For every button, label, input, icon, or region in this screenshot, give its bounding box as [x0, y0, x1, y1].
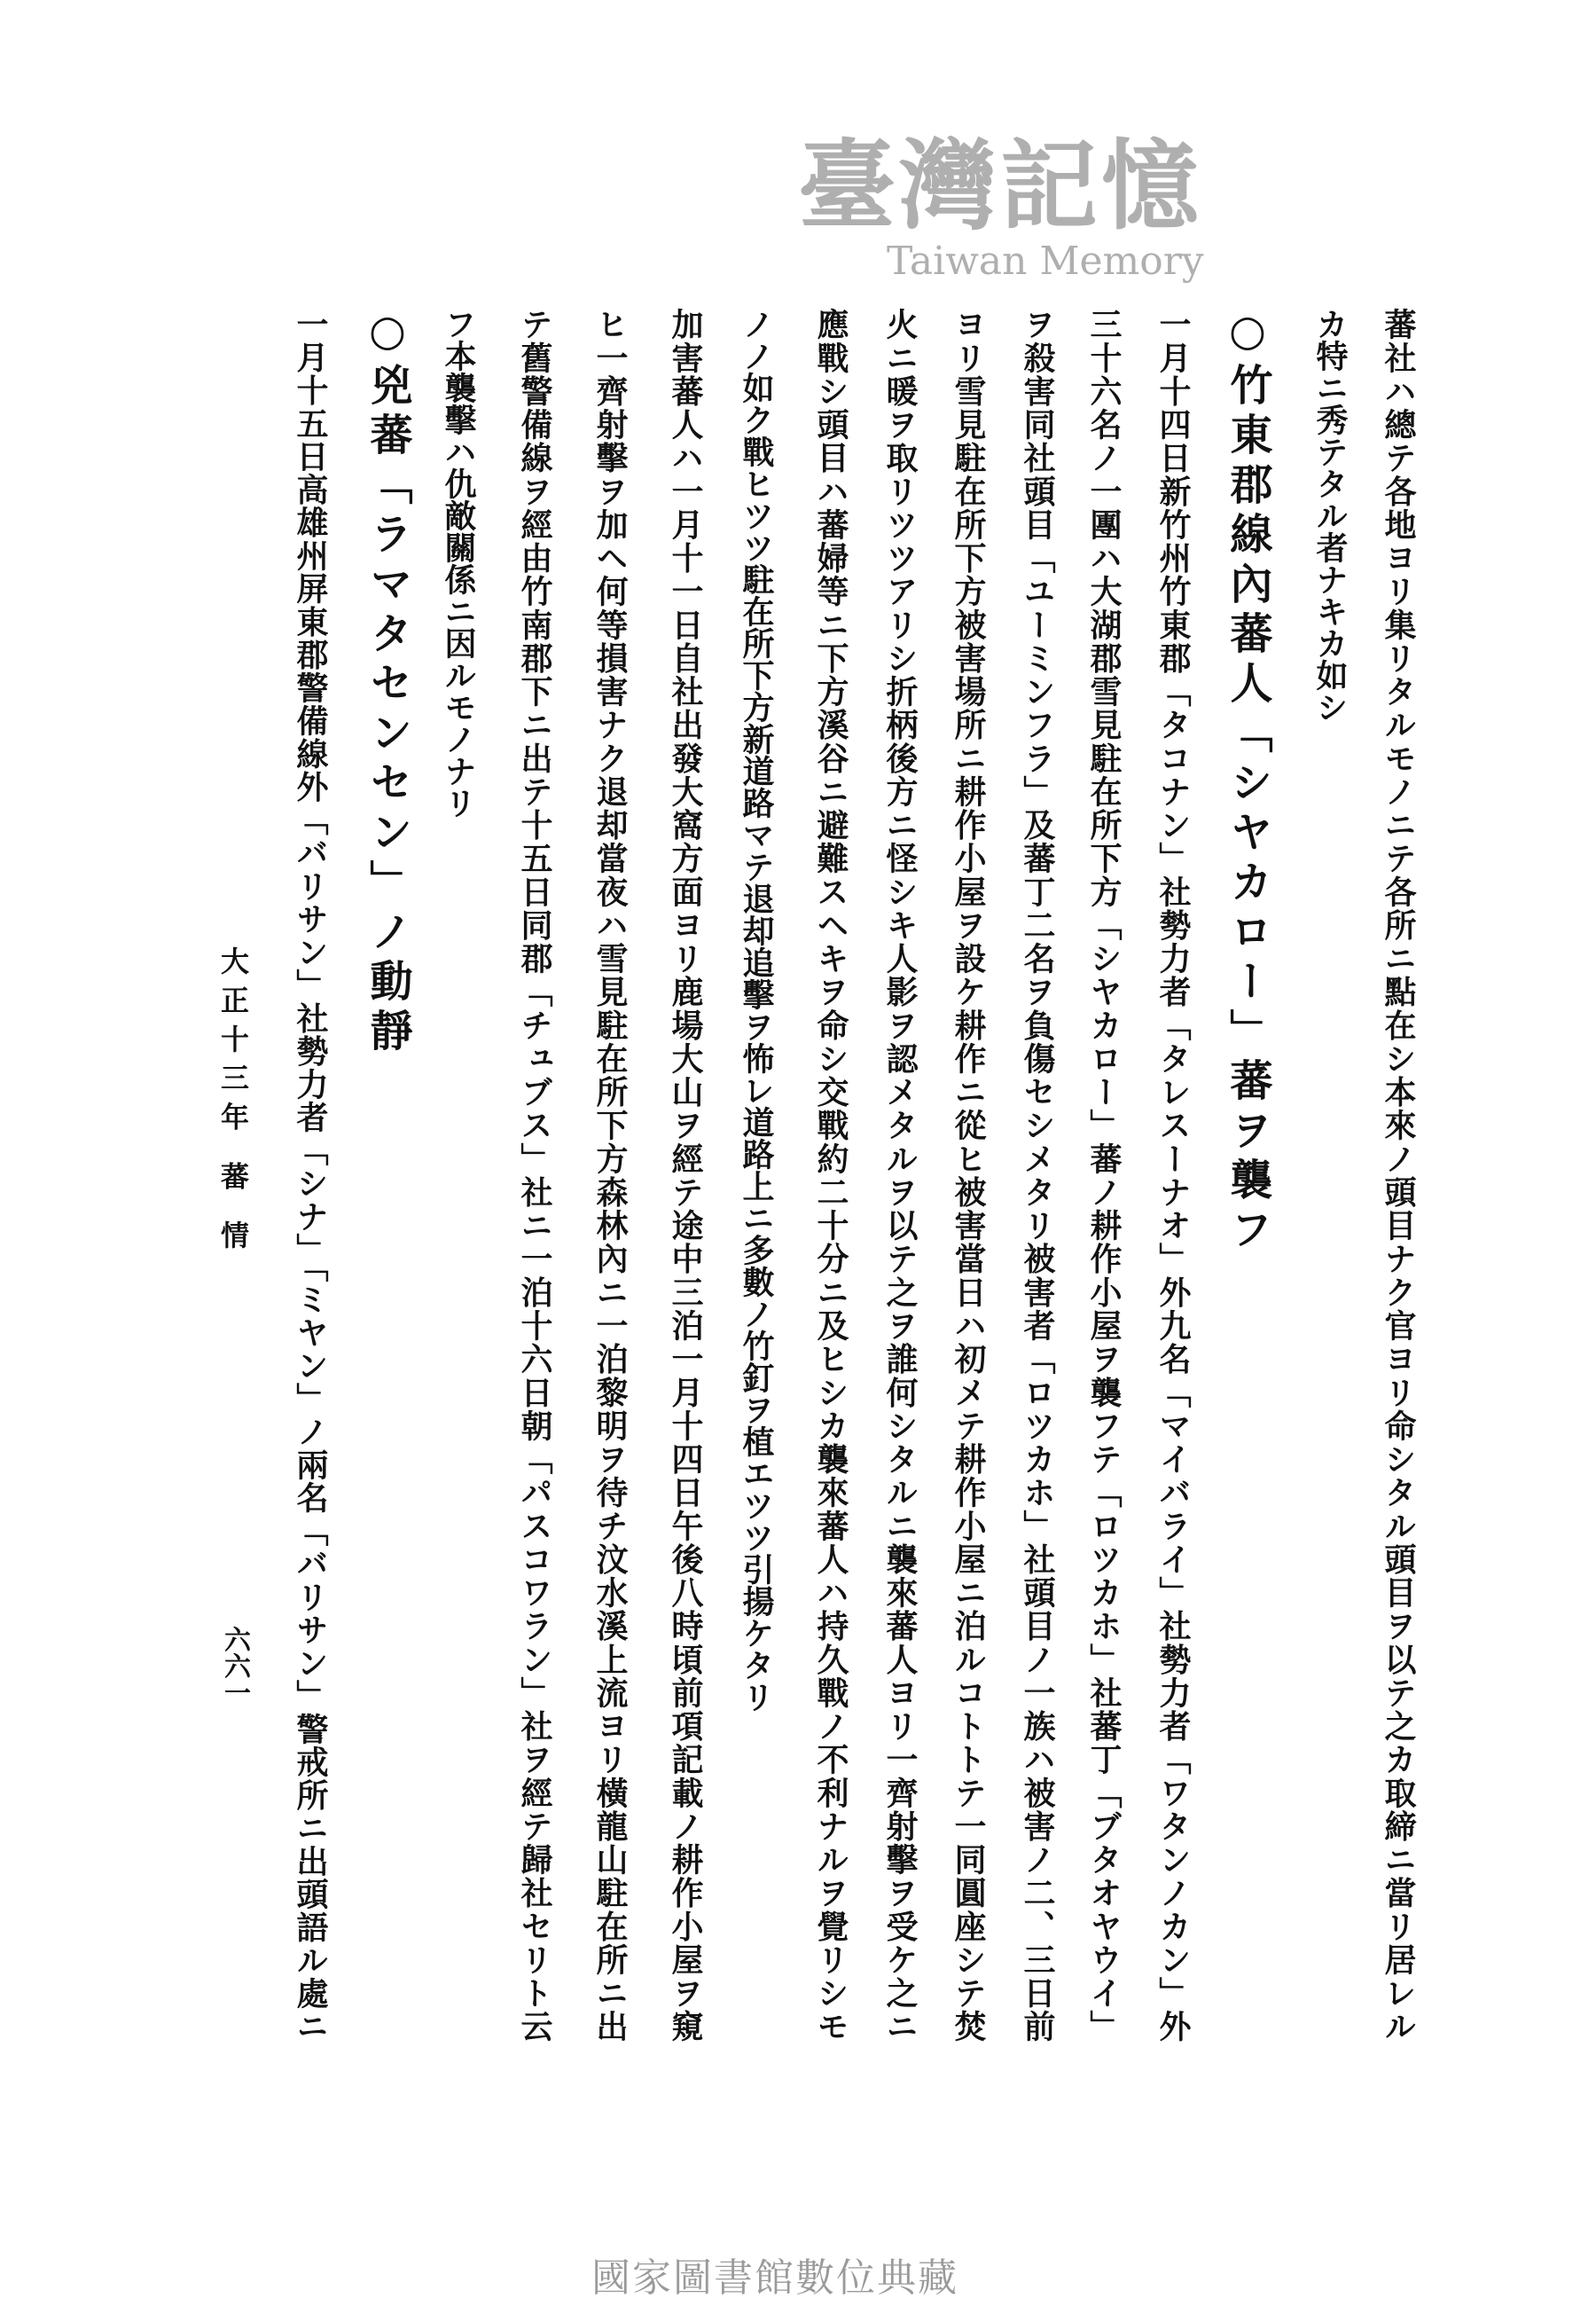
text-column: 三十六名ノ一團ハ大湖郡雪見駐在所下方「シヤカロー」蕃ノ耕作小屋ヲ襲フテ「ロツカホ」社蕃丁「ブタオヤウイ」	[1085, 308, 1123, 2042]
text-column: ヒ一齊射擊ヲ加ヘ何等損害ナク退却當夜ハ雪見駐在所下方森林內ニ一泊黎明ヲ待チ汶水溪上流ヨリ橫龍山駐在所ニ出	[591, 308, 629, 2042]
text-column: 蕃社ハ總テ各地ヨリ集リタルモノニテ各所ニ點在シ本來ノ頭目ナク官ヨリ命シタル頭目ヲ以テ之カ取締ニ當リ居レル	[1380, 308, 1417, 2042]
text-column: カ特ニ秀テタル者ナキカ如シ	[1311, 308, 1349, 723]
text-column: ヲ殺害同社頭目「ユーミンフラ」及蕃丁二名ヲ負傷セシメタリ被害者「ロツカホ」社頭目ノ一族ハ被害ノ二、三日前	[1019, 308, 1056, 2042]
text-column: 火ニ暖ヲ取リツツアリシ折柄後方ニ怪シキ人影ヲ認メタルヲ以テ之ヲ誰何シタルニ襲來蕃人ヨリ一齊射擊ヲ受ケ之ニ	[881, 308, 919, 2042]
text-column: 應戰シ頭目ハ蕃婦等ニ下方溪谷ニ避難スヘキヲ命シ交戰約二十分ニ及ヒシカ襲來蕃人ハ持久戰ノ不利ナルヲ覺リシモ	[812, 308, 849, 2042]
text-column: ノノ如ク戰ヒツツ駐在所下方新道路マテ退却追擊ヲ怖レ道路上ニ多數ノ竹釘ヲ植エツツ引揚ケタリ	[738, 308, 775, 1713]
page-number: 六六一	[219, 1626, 250, 1706]
text-column: ヨリ雪見駐在所下方被害場所ニ耕作小屋ヲ設ケ耕作ニ從ヒ被害當日ハ初メテ耕作小屋ニ泊ルコトトテ一同圓座シテ焚	[950, 308, 987, 2042]
text-column: 一月十四日新竹州竹東郡「タコナン」社勢力者「タレスーナオ」外九名「マイバライ」社勢力者「ワタンノカン」外	[1154, 308, 1192, 2042]
text-column: テ舊警備線ヲ經由竹南郡下ニ出テ十五日同郡「チュブス」社ニ一泊十六日朝「パスコワラン」社ヲ經テ歸社セリト云	[516, 308, 553, 2042]
text-column: 加害蕃人ハ一月十一日自社出發大窩方面ヨリ鹿場大山ヲ經テ途中三泊一月十四日午後八時頃前項記載ノ耕作小屋ヲ窺	[667, 308, 704, 2042]
archive-label: 國家圖書館數位典藏	[591, 2255, 958, 2301]
watermark-logo-text: 臺灣記憶	[798, 129, 1202, 243]
watermark	[798, 129, 1295, 293]
section-heading: ○竹東郡線內蕃人「シヤカロー」蕃ヲ襲フ	[1223, 306, 1272, 1257]
section-heading: ○兇蕃「ラマタセンセン」ノ動靜	[363, 306, 412, 1058]
text-column: 一月十五日高雄州屏東郡警備線外「バリサン」社勢力者「シナ」「ミヤン」ノ兩名「バリサン」警戒所ニ出頭語ル處ニ	[292, 308, 329, 2042]
watermark-english: Taiwan Memory	[887, 239, 1204, 284]
text-column: フ本襲擊ハ仇敵關係ニ因ルモノナリ	[440, 308, 477, 819]
running-header: 大正十三年 蕃 情	[216, 946, 250, 1249]
